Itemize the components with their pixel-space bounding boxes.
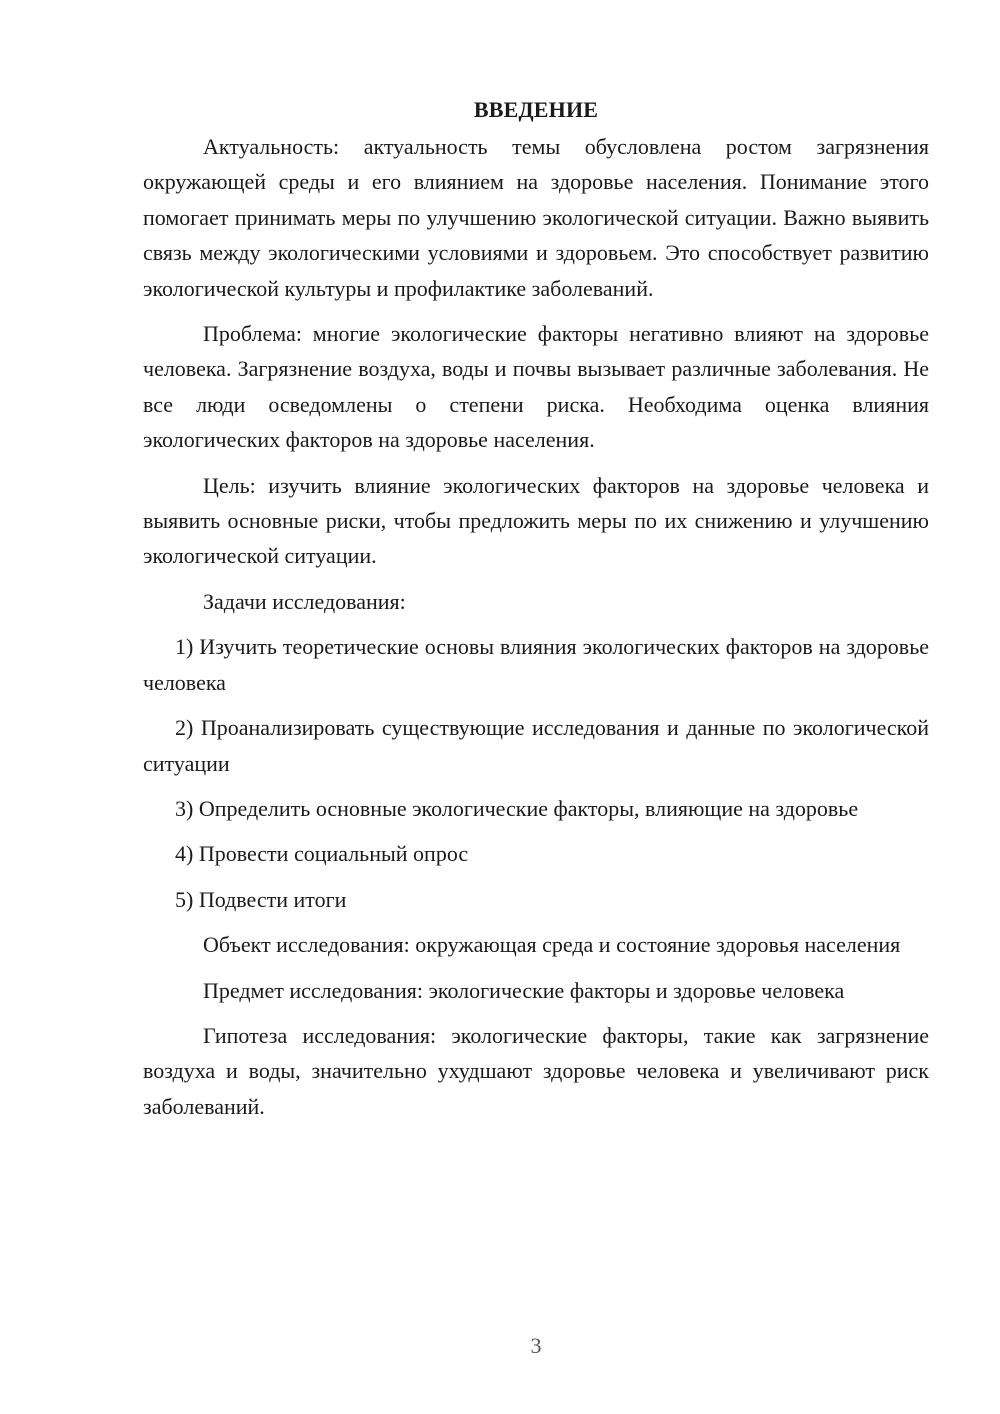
task-item: 4) Провести социальный опрос <box>175 841 469 867</box>
paragraph-subject: Предмет исследования: экологические факторы и здоровье человека <box>203 977 845 1003</box>
task-item: 5) Подвести итоги <box>175 886 347 912</box>
task-item: 2) Проанализировать существующие исследования и данные по экологической ситуации <box>143 715 929 776</box>
paragraph-goal: Цель: изучить влияние экологических факторов на здоровье человека и выявить основные риски, чтобы предложить меры по их снижению и улучшению экологической ситуации. <box>143 472 929 569</box>
section-title: ВВЕДЕНИЕ <box>473 97 599 122</box>
task-item: 1) Изучить теоретические основы влияния экологических факторов на здоровье человека <box>143 634 929 695</box>
paragraph-hypothesis: Гипотеза исследования: экологические факторы, такие как загрязнение воздуха и воды, значительно ухудшают здоровье человека и увеличивают риск заболеваний. <box>143 1022 929 1119</box>
paragraph-relevance: Актуальность: актуальность темы обусловлена ростом загрязнения окружающей среды и его влиянием на здоровье населения. Понимание этого помогает принимать меры по улучшению экологической ситуации. Важно выявить связь между экологическими условиями и здоровьем. Это способствует развитию экологической культуры и профилактике заболеваний. <box>143 134 929 301</box>
paragraph-object: Объект исследования: окружающая среда и состояние здоровья населения <box>203 932 901 958</box>
page-number: 3 <box>530 1333 542 1358</box>
task-item: 3) Определить основные экологические факторы, влияющие на здоровье <box>175 795 859 821</box>
page-content <box>143 92 929 1124</box>
paragraph-problem: Проблема: многие экологические факторы негативно влияют на здоровье человека. Загрязнение воздуха, воды и почвы вызывает различные заболевания. Не все люди осведомлены о степени риска. Необходима оценка влияния экологических факторов на здоровье населения. <box>143 321 929 453</box>
tasks-heading: Задачи исследования: <box>203 588 406 614</box>
